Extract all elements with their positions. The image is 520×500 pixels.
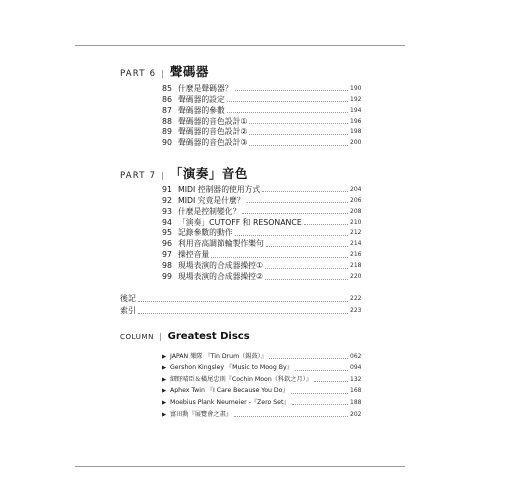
toc-entry[interactable] [162, 249, 361, 260]
part6-toc [162, 83, 361, 148]
entry-number: 91 [162, 184, 172, 194]
leader-dots [242, 213, 348, 214]
disc-entry[interactable] [162, 408, 361, 420]
entry-page: 094 [350, 364, 362, 372]
column-heading [120, 331, 250, 342]
entry-title: 利用音高調節輪製作樂句 [178, 239, 264, 249]
entry-title: 什麼是聲碼器？ [178, 83, 233, 93]
part7-heading [120, 164, 248, 182]
entry-number: 99 [162, 272, 172, 282]
entry-title: 聲碼器的參數 [178, 105, 225, 115]
part7-title: 「演奏」音色 [169, 166, 248, 181]
entry-page: 210 [350, 218, 362, 226]
entry-title: 記錄參數的動作 [178, 228, 233, 238]
leader-dots [291, 393, 348, 394]
toc-entry[interactable] [162, 105, 361, 116]
entry-page: 194 [350, 106, 362, 114]
entry-page: 220 [350, 273, 362, 281]
entry-number: 97 [162, 250, 172, 260]
entry-title: 聲碼器的音色設計③ [178, 138, 248, 148]
toc-entry[interactable] [162, 260, 361, 271]
leader-dots [249, 134, 348, 135]
entry-number: 85 [162, 83, 172, 93]
entry-title: 聲碼器的設定 [178, 94, 225, 104]
triangle-bullet-icon: ▶ [162, 376, 167, 383]
leader-dots [235, 90, 348, 91]
entry-page: 222 [350, 295, 362, 302]
toc-entry[interactable] [162, 94, 361, 105]
entry-title: Gershon Kingsley 『Music to Moog By』 [170, 364, 293, 372]
entry-page: 214 [350, 240, 362, 248]
triangle-bullet-icon: ▶ [162, 399, 167, 406]
leader-dots [265, 279, 348, 280]
leader-dots [249, 145, 348, 146]
disc-entry[interactable] [162, 385, 361, 397]
entry-title: 細野晴臣＆橫尾忠則『Cochin Moon（科欽之月）』 [170, 375, 312, 383]
entry-title: 操控音量 [178, 250, 210, 260]
leader-dots [234, 416, 348, 417]
back-matter [120, 292, 361, 316]
column-label: COLUMN [120, 333, 154, 341]
entry-number: 94 [162, 217, 172, 227]
entry-number: 93 [162, 206, 172, 216]
entry-number: 86 [162, 94, 172, 104]
entry-title: 聲碼器的音色設計① [178, 116, 248, 126]
entry-number: 95 [162, 228, 172, 238]
toc-entry-afterword[interactable] [120, 292, 361, 304]
toc-entry[interactable] [162, 137, 361, 148]
part6-label: PART 6 [120, 69, 157, 79]
entry-title: 後記 [120, 294, 136, 303]
top-rule [75, 45, 405, 46]
entry-page: 206 [350, 196, 362, 204]
entry-title: JAPAN 樂隊 『Tin Drum（錫鼓）』 [170, 352, 267, 360]
toc-entry[interactable] [162, 127, 361, 138]
entry-page: 208 [350, 207, 362, 215]
toc-entry[interactable] [162, 184, 361, 195]
entry-number: 96 [162, 239, 172, 249]
entry-number: 87 [162, 105, 172, 115]
entry-page: 192 [350, 95, 362, 103]
entry-title: MIDI 控制器的使用方式 [178, 184, 261, 194]
part6-separator: | [161, 69, 164, 78]
entry-number: 89 [162, 127, 172, 137]
entry-page: 202 [350, 410, 362, 418]
leader-dots [304, 224, 348, 225]
column-separator: | [158, 332, 162, 341]
leader-dots [262, 191, 348, 192]
part6-heading [120, 62, 209, 80]
disc-entry[interactable] [162, 350, 361, 362]
entry-page: 204 [350, 185, 362, 193]
entry-title: 索引 [120, 306, 136, 315]
entry-page: 218 [350, 262, 362, 270]
part7-label: PART 7 [120, 171, 157, 181]
entry-page: 212 [350, 229, 362, 237]
toc-entry[interactable] [162, 83, 361, 94]
entry-page: 200 [350, 139, 362, 147]
entry-page: 062 [350, 352, 362, 360]
toc-entry[interactable] [162, 116, 361, 127]
entry-page: 223 [350, 307, 362, 314]
triangle-bullet-icon: ▶ [162, 353, 167, 360]
leader-dots [295, 370, 348, 371]
entry-title: 現場表演的合成器操控② [178, 272, 263, 282]
entry-page: 188 [350, 398, 362, 406]
triangle-bullet-icon: ▶ [162, 411, 167, 418]
toc-entry[interactable] [162, 217, 361, 228]
leader-dots [138, 313, 348, 314]
entry-number: 92 [162, 195, 172, 205]
leader-dots [265, 268, 348, 269]
leader-dots [138, 301, 348, 302]
entry-number: 88 [162, 116, 172, 126]
entry-number: 90 [162, 138, 172, 148]
disc-entry[interactable] [162, 373, 361, 385]
leader-dots [249, 123, 348, 124]
leader-dots [314, 381, 348, 382]
entry-title: MIDI 究竟是什麼？ [178, 195, 245, 205]
leader-dots [227, 112, 348, 113]
entry-page: 216 [350, 251, 362, 259]
column-toc [162, 350, 361, 420]
entry-title: Aphex Twin 『I Care Because You Do』 [170, 387, 289, 395]
entry-page: 196 [350, 117, 362, 125]
toc-entry[interactable] [162, 228, 361, 239]
entry-title: 「演奏」CUTOFF 和 RESONANCE [178, 217, 302, 227]
entry-title: 現場表演的合成器操控① [178, 261, 263, 271]
entry-page: 198 [350, 128, 362, 136]
entry-number: 98 [162, 261, 172, 271]
part6-title: 聲碼器 [169, 64, 209, 79]
entry-title: 聲碼器的音色設計② [178, 127, 248, 137]
triangle-bullet-icon: ▶ [162, 365, 167, 372]
entry-page: 132 [350, 375, 362, 383]
toc-entry[interactable] [162, 206, 361, 217]
leader-dots [247, 202, 348, 203]
entry-page: 190 [350, 84, 362, 92]
toc-entry[interactable] [162, 271, 361, 282]
entry-title: 富田勳『展覽會之畫』 [170, 410, 232, 418]
entry-title: 什麼是控制變化？ [178, 206, 241, 216]
disc-entry[interactable] [162, 396, 361, 408]
toc-entry-index[interactable] [120, 304, 361, 316]
disc-entry[interactable] [162, 362, 361, 374]
leader-dots [292, 404, 348, 405]
column-title: Greatest Discs [167, 331, 250, 342]
entry-title: Moebius Plank Neumeier -『Zero Set』 [170, 398, 290, 406]
part7-toc [162, 184, 361, 282]
leader-dots [227, 101, 348, 102]
leader-dots [266, 246, 348, 247]
leader-dots [235, 235, 348, 236]
part7-separator: | [161, 171, 164, 180]
bottom-rule [75, 466, 405, 467]
entry-page: 168 [350, 387, 362, 395]
leader-dots [269, 358, 348, 359]
triangle-bullet-icon: ▶ [162, 388, 167, 395]
toc-entry[interactable] [162, 195, 361, 206]
toc-entry[interactable] [162, 238, 361, 249]
leader-dots [211, 257, 348, 258]
